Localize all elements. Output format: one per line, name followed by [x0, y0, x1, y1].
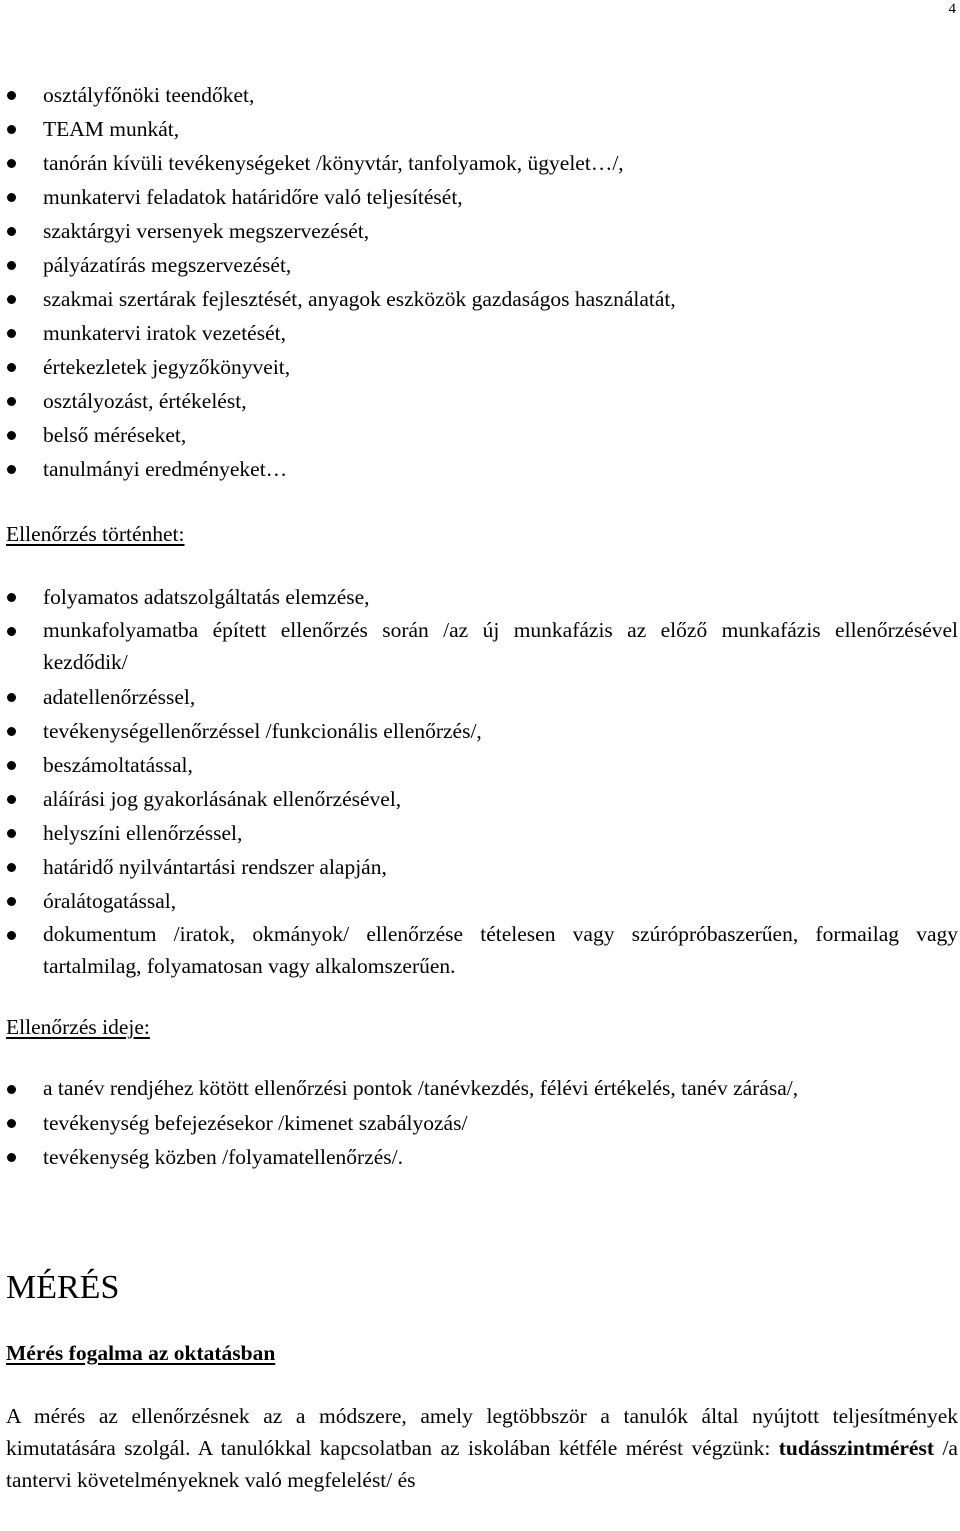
- bullet-icon: [7, 91, 16, 100]
- bullet-icon: [7, 863, 16, 872]
- list-item: pályázatírás megszervezését,: [6, 248, 958, 282]
- bullet-icon: [7, 295, 16, 304]
- list-item: munkatervi feladatok határidőre való teljesítését,: [6, 180, 958, 214]
- bullet-icon: [7, 931, 16, 940]
- subheading-meres-fogalma: Mérés fogalma az oktatásban: [6, 1341, 276, 1365]
- list-item: tevékenység befejezésekor /kimenet szabályozás/: [6, 1106, 958, 1140]
- list-item: a tanév rendjéhez kötött ellenőrzési pontok /tanévkezdés, félévi értékelés, tanév zárása/,: [6, 1072, 958, 1104]
- bullet-list-tasks: [6, 78, 958, 486]
- main-heading-meres: MÉRÉS: [6, 1269, 120, 1306]
- list-item: tevékenységellenőrzéssel /funkcionális ellenőrzés/,: [6, 714, 958, 748]
- bullet-list-ellenorzes-ideje: [6, 1072, 958, 1174]
- bullet-icon: [7, 261, 16, 270]
- bullet-icon: [7, 431, 16, 440]
- list-item: osztályozást, értékelést,: [6, 384, 958, 418]
- body-paragraph: [6, 1400, 958, 1496]
- bullet-icon: [7, 193, 16, 202]
- list-item: helyszíni ellenőrzéssel,: [6, 816, 958, 850]
- bullet-icon: [7, 693, 16, 702]
- bullet-icon: [7, 795, 16, 804]
- list-item: munkafolyamatba épített ellenőrzés során /az új munkafázis az előző munkafázis ellenőrzésével kezdődik/: [6, 614, 958, 678]
- list-item: folyamatos adatszolgáltatás elemzése,: [6, 580, 958, 614]
- bullet-icon: [7, 829, 16, 838]
- list-item: beszámoltatással,: [6, 748, 958, 782]
- list-item: határidő nyilvántartási rendszer alapján,: [6, 850, 958, 884]
- list-item: osztályfőnöki teendőket,: [6, 78, 958, 112]
- bullet-icon: [7, 159, 16, 168]
- list-item: szakmai szertárak fejlesztését, anyagok eszközök gazdaságos használatát,: [6, 282, 958, 316]
- paragraph-text-after: /a tantervi követelményeknek való megfelelést/ és: [6, 1436, 958, 1492]
- bullet-icon: [7, 1153, 16, 1162]
- bullet-icon: [7, 593, 16, 602]
- section-heading-ellenorzes-tortenhet: Ellenőrzés történhet:: [6, 522, 185, 546]
- list-item: tevékenység közben /folyamatellenőrzés/.: [6, 1140, 958, 1174]
- bullet-icon: [7, 125, 16, 134]
- list-item: dokumentum /iratok, okmányok/ ellenőrzése tételesen vagy szúrópróbaszerűen, formailag vagy tartalmilag, folyamatosan vagy alkalomszerűen.: [6, 918, 958, 982]
- list-item: munkatervi iratok vezetését,: [6, 316, 958, 350]
- bullet-icon: [7, 727, 16, 736]
- page-content: [6, 78, 958, 1496]
- bullet-icon: [7, 627, 16, 636]
- list-item: TEAM munkát,: [6, 112, 958, 146]
- bullet-icon: [7, 1119, 16, 1128]
- list-item: adatellenőrzéssel,: [6, 680, 958, 714]
- list-item: aláírási jog gyakorlásának ellenőrzésével,: [6, 782, 958, 816]
- paragraph-text-before: A mérés az ellenőrzésnek az a módszere, amely legtöbbször a tanulók által nyújtott teljesítmények kimutatására szolgál. A tanulókkal kapcsolatban az iskolában kétféle mérést végzünk:: [6, 1404, 958, 1460]
- bullet-icon: [7, 1085, 16, 1094]
- list-item: szaktárgyi versenyek megszervezését,: [6, 214, 958, 248]
- list-item: óralátogatással,: [6, 884, 958, 918]
- bullet-list-ellenorzes-modjai: [6, 580, 958, 982]
- bullet-icon: [7, 397, 16, 406]
- list-item: értekezletek jegyzőkönyveit,: [6, 350, 958, 384]
- section-heading-ellenorzes-ideje: Ellenőrzés ideje:: [6, 1015, 150, 1039]
- bullet-icon: [7, 761, 16, 770]
- bullet-icon: [7, 329, 16, 338]
- page-number: 4: [948, 1, 956, 17]
- bullet-icon: [7, 897, 16, 906]
- list-item: tanulmányi eredményeket…: [6, 452, 958, 486]
- paragraph-bold-term: tudásszintmérést: [778, 1436, 935, 1460]
- bullet-icon: [7, 465, 16, 474]
- list-item: tanórán kívüli tevékenységeket /könyvtár, tanfolyamok, ügyelet…/,: [6, 146, 958, 180]
- list-item: belső méréseket,: [6, 418, 958, 452]
- bullet-icon: [7, 227, 16, 236]
- bullet-icon: [7, 363, 16, 372]
